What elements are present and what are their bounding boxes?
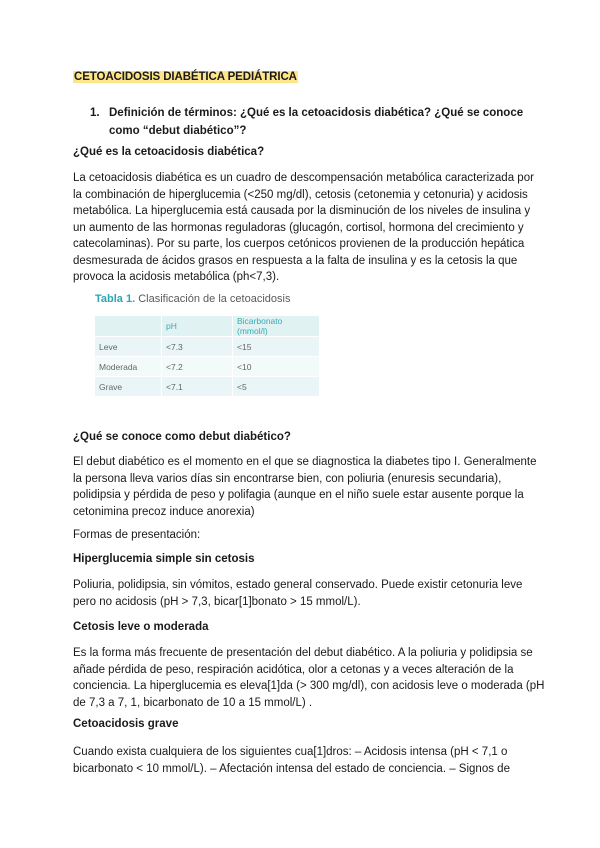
section-heading: ¿Qué se conoce como debut diabético? xyxy=(73,431,291,443)
paragraph-line: provoca la acidosis metabólica (ph<7,3). xyxy=(73,271,280,283)
document-title: CETOACIDOSIS DIABÉTICA PEDIÁTRICA xyxy=(74,71,297,83)
paragraph-line: La cetoacidosis diabética es un cuadro de descompensación metabólica caracterizada por xyxy=(73,172,534,184)
table-cell: Grave xyxy=(95,377,162,397)
paragraph xyxy=(73,527,525,544)
table-cell: <15 xyxy=(233,337,320,357)
list-number: 1. xyxy=(90,107,100,119)
table-label: Tabla 1. xyxy=(95,293,136,305)
paragraph xyxy=(73,645,545,711)
table-cell: <7.1 xyxy=(162,377,233,397)
paragraph-line: un aumento de las hormonas reguladoras (glucagón, cortisol, hormona del crecimiento y xyxy=(73,221,524,234)
paragraph-line: Poliuria, polidipsia, sin vómitos, estado general conservado. Puede existir cetonuria leve xyxy=(73,579,523,591)
paragraph xyxy=(73,454,537,520)
table-row xyxy=(95,357,319,377)
paragraph xyxy=(73,744,525,777)
paragraph-line: Formas de presentación: xyxy=(73,529,201,541)
table-cell: <7.3 xyxy=(162,337,233,357)
paragraph-line: la combinación de hiperglucemia (<250 mg/dl), cetosis (cetonemia y cetonuria) y acidosis xyxy=(73,188,528,201)
paragraph-line: catecolaminas). Por su parte, los cuerpos cetónicos provienen de la producción hepática xyxy=(73,238,525,250)
paragraph-line: polidipsia y pérdida de peso y polifagia (aunque en el niño suele estar ausente porque la xyxy=(73,489,524,501)
paragraph xyxy=(73,577,525,610)
paragraph-line: pero no acidosis (pH > 7,3, bicar[1]bonato > 15 mmol/L). xyxy=(73,595,361,608)
paragraph-line: Es la forma más frecuente de presentación del debut diabético. A la poliuria y polidipsia se xyxy=(73,647,533,659)
table-header-row xyxy=(95,316,319,337)
section-heading: ¿Qué es la cetoacidosis diabética? xyxy=(73,146,265,158)
table-caption-text: Clasificación de la cetoacidosis xyxy=(138,293,291,305)
paragraph-line: de 7,3 a 7, 1, bicarbonato de 10 a 15 mmol/L) . xyxy=(73,696,313,709)
table-header-cell: Bicarbonato (mmol/l) xyxy=(233,316,320,337)
paragraph-line: conciencia. La hiperglucemia es eleva[1]da (> 300 mg/dl), con acidosis leve o moderada (pH xyxy=(73,680,545,692)
paragraph-line: metabólica. La hiperglucemia está causada por la disminución de los niveles de insulina y xyxy=(73,205,531,217)
list-item-text xyxy=(109,104,529,140)
list-item-line: Definición de términos: ¿Qué es la cetoacidosis diabética? ¿Qué se conoce xyxy=(109,107,524,119)
table-cell: Leve xyxy=(95,337,162,357)
section-heading: Hiperglucemia simple sin cetosis xyxy=(73,553,255,565)
table-header-cell: pH xyxy=(162,316,233,337)
table-caption xyxy=(95,293,290,305)
table-cell: Moderada xyxy=(95,357,162,377)
paragraph-line: bicarbonato < 10 mmol/L). – Afectación intensa del estado de conciencia. – Signos de xyxy=(73,762,510,775)
paragraph-line: la persona lleva varios días sin encontrarse bien, con poliuria (enuresis secundaria), xyxy=(73,472,502,485)
paragraph-line: añade pérdida de peso, respiración acidótica, olor a cetonas y a veces alteración de la xyxy=(73,663,514,676)
paragraph-line: desmesurada de ácidos grasos en respuesta a la falta de insulina y es la cetosis la que xyxy=(73,254,518,267)
section-heading: Cetosis leve o moderada xyxy=(73,621,209,633)
list-item-line: como “debut diabético”? xyxy=(109,125,247,137)
section-heading: Cetoacidosis grave xyxy=(73,718,179,730)
table-row xyxy=(95,377,319,397)
paragraph-line: cetonimina precoz induce anorexia) xyxy=(73,505,255,518)
paragraph-line: Cuando exista cualquiera de los siguientes cua[1]dros: – Acidosis intensa (pH < 7,1 o xyxy=(73,746,508,758)
table-cell: <10 xyxy=(233,357,320,377)
classification-table xyxy=(95,316,319,397)
paragraph xyxy=(73,170,534,286)
table-header-cell xyxy=(95,316,162,337)
table-cell: <5 xyxy=(233,377,320,397)
table-row xyxy=(95,337,319,357)
paragraph-line: El debut diabético es el momento en el que se diagnostica la diabetes tipo I. Generalmente xyxy=(73,456,537,468)
table-cell: <7.2 xyxy=(162,357,233,377)
